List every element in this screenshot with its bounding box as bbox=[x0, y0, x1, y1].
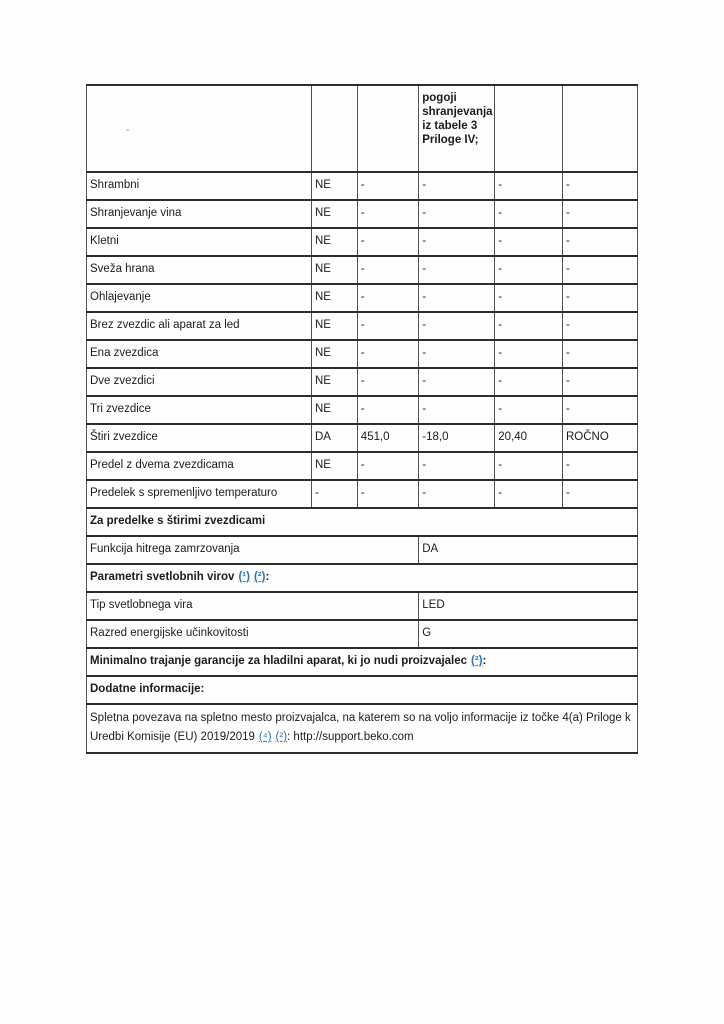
row-value: - bbox=[495, 200, 563, 228]
table-row bbox=[87, 452, 638, 480]
row-label: Ohlajevanje bbox=[87, 284, 312, 312]
row-value: - bbox=[357, 396, 418, 424]
row-label: Štiri zvezdice bbox=[87, 424, 312, 452]
row-value: - bbox=[357, 172, 418, 200]
row-value: NE bbox=[311, 312, 357, 340]
footnote-link-4[interactable]: (⁴) bbox=[258, 731, 272, 743]
row-value: - bbox=[562, 228, 637, 256]
row-value: - bbox=[562, 480, 637, 508]
row-value: - bbox=[357, 228, 418, 256]
fast-freeze-label: Funkcija hitrega zamrzovanja bbox=[87, 536, 419, 564]
row-value: -18,0 bbox=[419, 424, 495, 452]
row-light-source-type bbox=[87, 592, 638, 620]
row-value: - bbox=[419, 228, 495, 256]
header-cell-storage-conditions: pogoji shranjevanja iz tabele 3 Priloge IV; bbox=[419, 85, 495, 172]
table-row bbox=[87, 284, 638, 312]
table-row bbox=[87, 480, 638, 508]
table-row bbox=[87, 312, 638, 340]
row-value: - bbox=[357, 452, 418, 480]
light-source-params-title bbox=[87, 564, 638, 592]
scan-artifact-dot bbox=[126, 129, 129, 131]
min-guarantee-text: Minimalno trajanje garancije za hladilni aparat, ki jo nudi proizvajalec bbox=[90, 655, 468, 667]
footnote-link-2c[interactable]: (²) bbox=[275, 731, 288, 743]
row-value: NE bbox=[311, 200, 357, 228]
row-value: - bbox=[419, 340, 495, 368]
light-source-params-colon: : bbox=[265, 571, 270, 583]
row-value: - bbox=[495, 256, 563, 284]
row-label: Sveža hrana bbox=[87, 256, 312, 284]
table-row bbox=[87, 340, 638, 368]
table-header-row bbox=[87, 85, 638, 172]
footnote-link-1[interactable]: (¹) bbox=[238, 571, 250, 583]
fast-freeze-value: DA bbox=[419, 536, 638, 564]
additional-info-title: Dodatne informacije: bbox=[87, 676, 638, 704]
row-value: - bbox=[311, 480, 357, 508]
row-value: - bbox=[495, 172, 563, 200]
row-value: - bbox=[495, 312, 563, 340]
light-source-params-text: Parametri svetlobnih virov bbox=[90, 571, 235, 583]
row-value: - bbox=[495, 368, 563, 396]
header-cell-empty-6 bbox=[562, 85, 637, 172]
web-link-url-suffix: : http://support.beko.com bbox=[287, 731, 414, 743]
row-value: - bbox=[419, 368, 495, 396]
row-label: Shrambni bbox=[87, 172, 312, 200]
row-value: - bbox=[419, 452, 495, 480]
row-value: - bbox=[562, 172, 637, 200]
row-label: Brez zvezdic ali aparat za led bbox=[87, 312, 312, 340]
header-cell-empty-1 bbox=[87, 85, 312, 172]
row-value: - bbox=[419, 200, 495, 228]
row-value: - bbox=[562, 452, 637, 480]
row-value: - bbox=[495, 340, 563, 368]
row-label: Shranjevanje vina bbox=[87, 200, 312, 228]
row-value: - bbox=[419, 480, 495, 508]
row-energy-class bbox=[87, 620, 638, 648]
light-source-type-value: LED bbox=[419, 592, 638, 620]
row-value: - bbox=[419, 312, 495, 340]
row-label: Ena zvezdica bbox=[87, 340, 312, 368]
web-link-cell bbox=[87, 704, 638, 753]
energy-class-label: Razred energijske učinkovitosti bbox=[87, 620, 419, 648]
compartment-rows bbox=[87, 172, 638, 508]
web-link-text: Spletna povezava na spletno mesto proizvajalca, na katerem so na voljo informacije iz točke 4(a) Priloge k Uredbi Komisije (EU) 2019/2019 bbox=[90, 712, 631, 743]
row-value: - bbox=[562, 368, 637, 396]
row-value: - bbox=[357, 368, 418, 396]
table-row bbox=[87, 424, 638, 452]
row-value: ROČNO bbox=[562, 424, 637, 452]
row-value: - bbox=[419, 172, 495, 200]
row-value: NE bbox=[311, 172, 357, 200]
row-value: - bbox=[419, 256, 495, 284]
row-label: Predel z dvema zvezdicama bbox=[87, 452, 312, 480]
row-value: - bbox=[562, 256, 637, 284]
row-value: 451,0 bbox=[357, 424, 418, 452]
energy-class-value: G bbox=[419, 620, 638, 648]
row-label: Predelek s spremenljivo temperaturo bbox=[87, 480, 312, 508]
row-value: - bbox=[495, 480, 563, 508]
table-row bbox=[87, 200, 638, 228]
row-value: - bbox=[562, 396, 637, 424]
section-row-light-source-params bbox=[87, 564, 638, 592]
row-value: - bbox=[357, 480, 418, 508]
row-value: - bbox=[419, 284, 495, 312]
row-value: NE bbox=[311, 284, 357, 312]
section-row-four-star bbox=[87, 508, 638, 536]
row-value: - bbox=[495, 284, 563, 312]
row-value: - bbox=[495, 452, 563, 480]
row-value: - bbox=[562, 312, 637, 340]
table-row bbox=[87, 396, 638, 424]
product-spec-table bbox=[86, 84, 638, 754]
row-value: NE bbox=[311, 256, 357, 284]
row-value: - bbox=[357, 340, 418, 368]
row-value: - bbox=[357, 256, 418, 284]
header-cell-empty-3 bbox=[357, 85, 418, 172]
row-value: NE bbox=[311, 452, 357, 480]
row-value: - bbox=[562, 284, 637, 312]
table-row bbox=[87, 256, 638, 284]
table-row bbox=[87, 228, 638, 256]
row-value: - bbox=[357, 312, 418, 340]
footnote-link-2[interactable]: (²) bbox=[253, 571, 266, 583]
table-row bbox=[87, 172, 638, 200]
row-value: - bbox=[562, 340, 637, 368]
header-cell-empty-5 bbox=[495, 85, 563, 172]
row-label: Tri zvezdice bbox=[87, 396, 312, 424]
section-row-min-guarantee bbox=[87, 648, 638, 676]
table-row bbox=[87, 368, 638, 396]
min-guarantee-colon: : bbox=[482, 655, 487, 667]
footnote-link-2b[interactable]: (²) bbox=[471, 655, 483, 667]
section-row-additional-info bbox=[87, 676, 638, 704]
row-fast-freeze bbox=[87, 536, 638, 564]
row-value: - bbox=[562, 200, 637, 228]
row-label: Dve zvezdici bbox=[87, 368, 312, 396]
row-label: Kletni bbox=[87, 228, 312, 256]
row-value: - bbox=[495, 228, 563, 256]
row-value: - bbox=[357, 284, 418, 312]
section-title-four-star: Za predelke s štirimi zvezdicami bbox=[87, 508, 638, 536]
row-value: NE bbox=[311, 228, 357, 256]
row-value: - bbox=[357, 200, 418, 228]
row-value: NE bbox=[311, 396, 357, 424]
row-web-link bbox=[87, 704, 638, 753]
row-value: - bbox=[495, 396, 563, 424]
row-value: 20,40 bbox=[495, 424, 563, 452]
header-cell-empty-2 bbox=[311, 85, 357, 172]
row-value: NE bbox=[311, 340, 357, 368]
row-value: DA bbox=[311, 424, 357, 452]
min-guarantee-title bbox=[87, 648, 638, 676]
light-source-type-label: Tip svetlobnega vira bbox=[87, 592, 419, 620]
row-value: NE bbox=[311, 368, 357, 396]
row-value: - bbox=[419, 396, 495, 424]
